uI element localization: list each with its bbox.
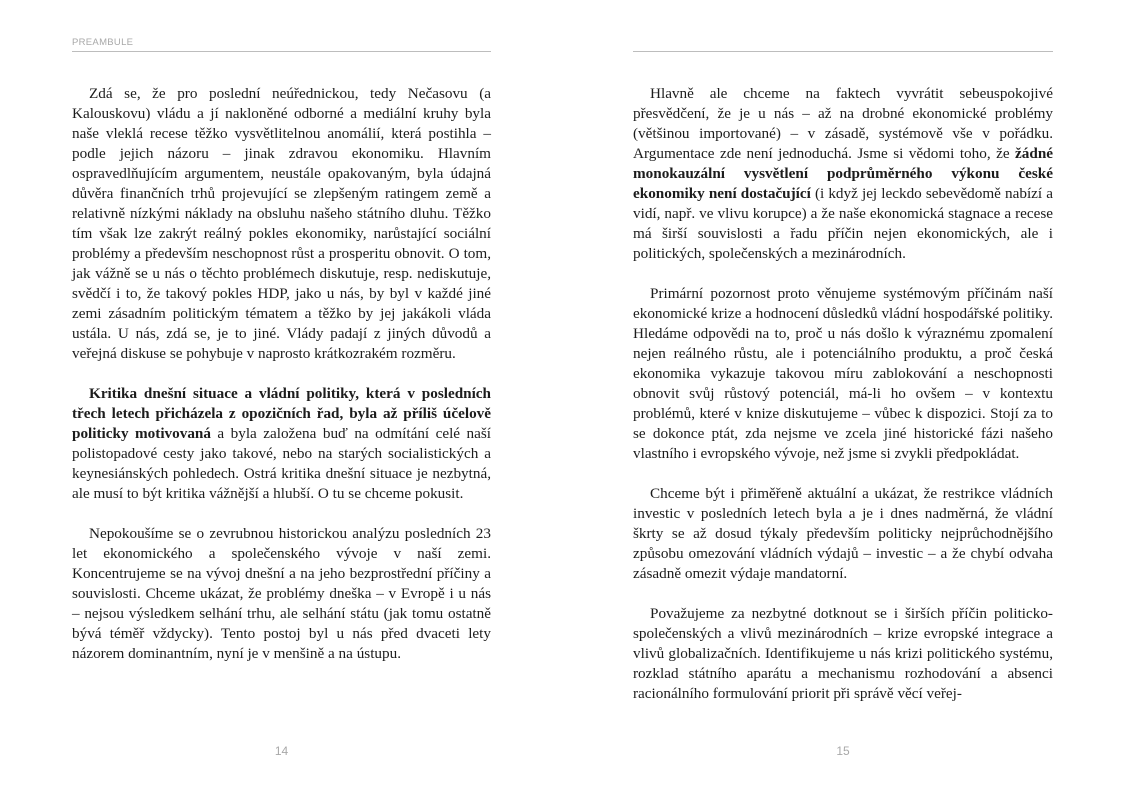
page-number: 14: [274, 744, 289, 758]
emphasized-text: Kritika dnešní situace a vládní politiky, která v posledních třech letech přicházela z opozičních řad, byla až příliš účelově politicky motivovaná: [72, 385, 491, 442]
paragraph-text: Chceme být i přiměřeně aktuální a ukázat, že restrikce vládních investic v posledních letech byla a je i dnes nadměrná, že vládní škrty se až dosud týkaly především politicky nejprůchodnějšího způsobu omezování vládních výdajů – investic – a že chybí odvaha zásadně omezit výdaje mandatorní.: [633, 485, 1053, 582]
paragraph: [72, 84, 491, 364]
paragraph: [72, 384, 491, 504]
paragraph-text: (i když jej leckdo sebevědomě nabízí a vidí, např. ve vlivu korupce) a že naše ekonomická stagnace a recese má širší souvislosti a řadu příčin nejen ekonomických, ale i politických, společenských a mezinárodních.: [633, 185, 1053, 262]
running-head: [633, 37, 1053, 52]
running-head: PREAMBULE: [72, 37, 491, 52]
paragraph-text: Primární pozornost proto věnujeme systémovým příčinám naší ekonomické krize a hodnocení důsledků vládní hospodářské politiky. Hledáme odpovědi na to, proč u nás došlo k výraznému zpomalení nejen reálného růstu, ale i potenciálního produktu, a proč česká ekonomika vykazuje takovou míru zablokování a neschopnosti obnovit svůj růstový potenciál, má-li ho ovšem – v kontextu problémů, které v knize diskutujeme – vůbec k dispozici. Stojí za to se dokonce ptát, zda nejsme ve zcela jiné historické fázi našeho vlastního i evropského vývoje, než jsme si zvykli předpokládat.: [633, 285, 1053, 462]
paragraph-text: Hlavně ale chceme na faktech vyvrátit sebeuspokojivé přesvědčení, že je u nás – až na drobné ekonomické problémy (většinou importované) – v zásadě, systémově vše v pořádku. Argumentace zde není jednoduchá. Jsme si vědomi toho, že: [633, 85, 1053, 162]
paragraph-text: Zdá se, že pro poslední neúřednickou, tedy Nečasovu (a Kalouskovu) vládu a jí nakloněné odborné a mediální kruhy byla naše vleklá recese těžko vysvětlitelnou anomálií, která postihla – podle jejich názoru – jinak zdravou ekonomiku. Hlavním ospravedlňujícím argumentem, neustále opakovaným, byla údajná důvěra finančních trhů projevující se zlepšeným ratingem země a relativně nízkými náklady na obsluhu našeho státního dluhu. Těžko tím však lze zakrýt reálný pokles ekonomiky, narůstající sociální problémy a především neschopnost růst a prosperitu obnovit. O tom, jak vážně se u nás o těchto problémech diskutuje, resp. nediskutuje, svědčí i to, že takový pokles HDP, jako u nás, by byl v každé jiné zemi zásadním politickým tématem a těžko by jej jakákoli vláda ustála. U nás, zdá se, je to jiné. Vlády padají z jiných důvodů a veřejná diskuse se pohybuje v naprosto krátkozrakém rozměru.: [72, 85, 491, 362]
body-text: [72, 84, 491, 664]
left-page: [72, 0, 491, 800]
body-text: [633, 84, 1053, 704]
paragraph-text: a byla založena buď na odmítání celé naší polistopadové cesty jako takové, nebo na starých socialistických a keynesiánských pohledech. Ostrá kritika dnešní situace je nezbytná, ale musí to být kritika vážnější a hlubší. O tu se chceme pokusit.: [72, 425, 491, 502]
paragraph-text: Nepokoušíme se o zevrubnou historickou analýzu posledních 23 let ekonomického a společenského vývoje v naší zemi. Koncentrujeme se na vývoj dnešní a na jeho bezprostřední příčiny a souvislosti. Chceme ukázat, že problémy dneška – v Evropě i u nás – nejsou výsledkem selhání trhu, ale selhání státu (jak tomu ostatně bývá téměř vždycky). Tento postoj byl u nás před dvaceti lety názorem dominantním, nyní je v menšině a na ústupu.: [72, 525, 491, 662]
paragraph: [633, 484, 1053, 584]
page-number: 15: [836, 744, 850, 758]
paragraph: [633, 84, 1053, 264]
paragraph-text: Považujeme za nezbytné dotknout se i širších příčin politicko-společenských a vlivů mezinárodních – krize evropské integrace a vlivů globalizačních. Identifikujeme u nás krizi politického systému, rozklad státního aparátu a mechanismu rozhodování a absenci racionálního formulování priorit při správě věcí veřej-: [633, 605, 1053, 702]
emphasized-text: žádné monokauzální vysvětlení podprůměrného výkonu české ekonomiky není dostačující: [633, 145, 1053, 202]
paragraph: [72, 524, 491, 664]
paragraph: [633, 604, 1053, 704]
right-page: [633, 0, 1053, 800]
paragraph: [633, 284, 1053, 464]
